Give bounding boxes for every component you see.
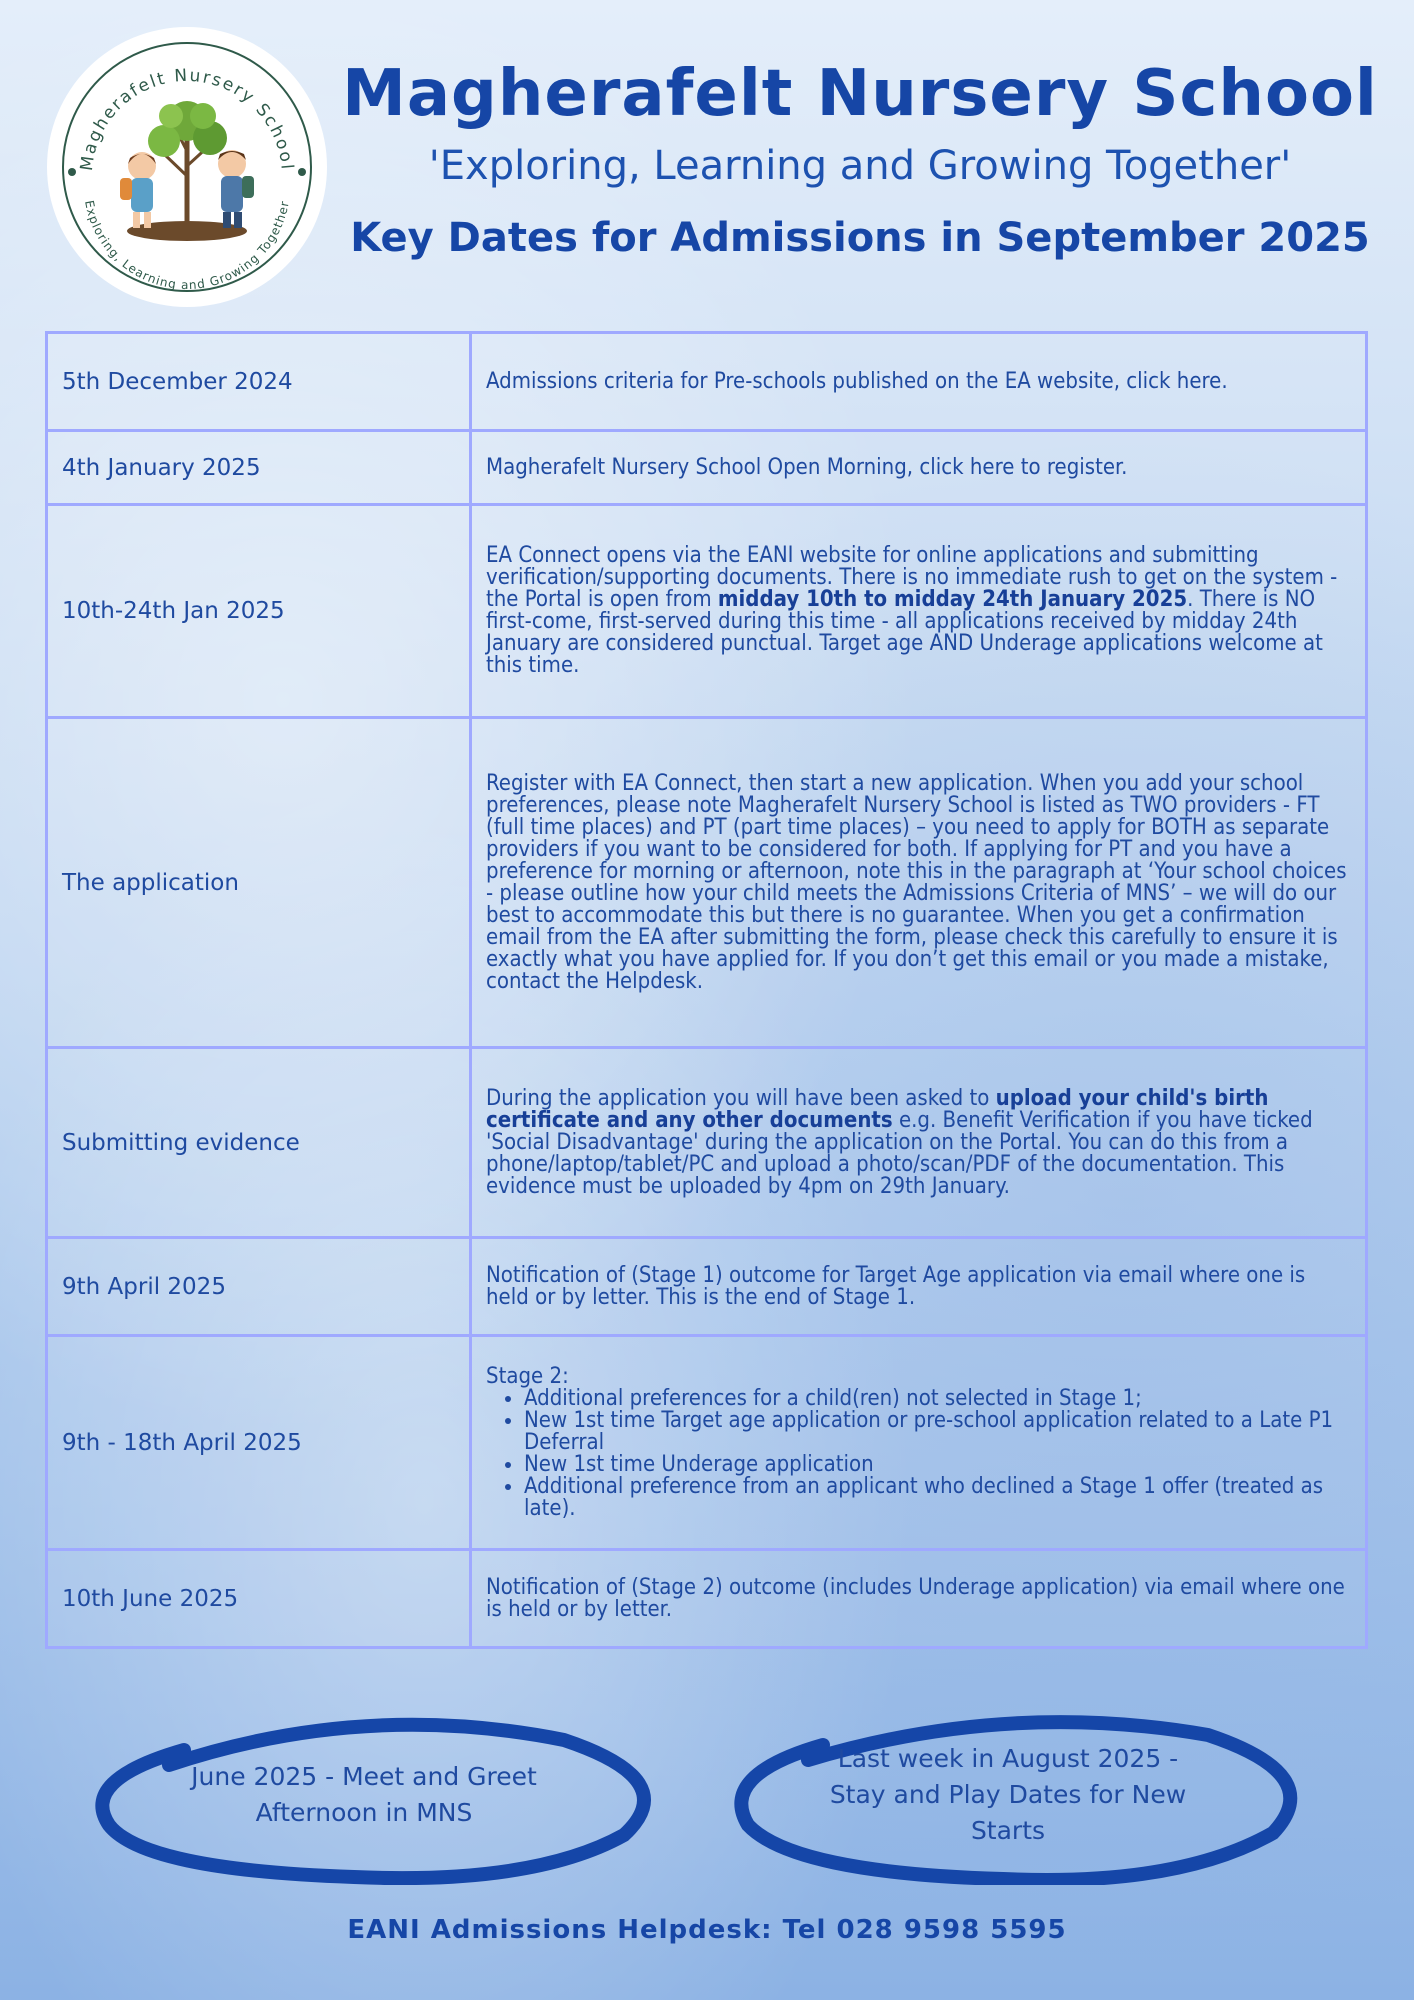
helpdesk-contact: EANI Admissions Helpdesk: Tel 028 9598 5595: [347, 1915, 1067, 1945]
list-item: • Additional preference from an applicant who declined a Stage 1 offer (treated as late).: [524, 1476, 1351, 1520]
event-label: June 2025 - Meet and Greet Afternoon in MNS: [191, 1762, 537, 1827]
date-cell: The application: [47, 718, 471, 1048]
date-cell: 5th December 2024: [47, 333, 471, 431]
stage-2-list: [486, 1385, 1351, 1521]
description-cell: [471, 1048, 1367, 1238]
table-row: [47, 1238, 1367, 1336]
school-motto: 'Exploring, Learning and Growing Together': [428, 143, 1292, 189]
description-cell: [471, 505, 1367, 718]
description-cell: Notification of (Stage 1) outcome for Target Age application via email where one is held or by letter. This is the end of Stage 1.: [471, 1238, 1367, 1336]
list-item: • New 1st time Target age application or pre-school application related to a Late P1 Deferral: [524, 1410, 1351, 1454]
stage-intro: Stage 2:: [486, 1363, 569, 1389]
page-header: [340, 50, 1380, 268]
description-cell[interactable]: Magherafelt Nursery School Open Morning, click here to register.: [471, 431, 1367, 505]
description-cell: Notification of (Stage 2) outcome (includes Underage application) via email where one is held or by letter.: [471, 1550, 1367, 1648]
school-title: Magherafelt Nursery School: [342, 57, 1378, 131]
table-row: [47, 333, 1367, 431]
table-row: [47, 505, 1367, 718]
table-row: [47, 431, 1367, 505]
logo-ring-text: Magherafelt Nursery School: [76, 65, 297, 173]
description-emphasis: upload your child's birth certificate and any other documents: [486, 1085, 1269, 1133]
description-cell[interactable]: Admissions criteria for Pre-schools published on the EA website, click here.: [471, 333, 1367, 431]
description-text: e.g. Benefit Verification if you have ticked 'Social Disadvantage' during the application on the Portal. You can do this from a phone/laptop/tablet/PC and upload a photo/scan/PDF of the documentation. This evidence must be uploaded by 4pm on 29th January.: [486, 1107, 1313, 1199]
description-cell: Register with EA Connect, then start a new application. When you add your school preferences, please note Magherafelt Nursery School is listed as TWO providers - FT (full time places) and PT (part time places) – you need to apply for BOTH as separate providers if you want to be considered for both. If applying for PT and you have a preference for morning or afternoon, note this in the paragraph at ‘Your school choices - please outline how your child meets the Admissions Criteria of MNS’ – we will do our best to accommodate this but there is no guarantee. When you get a confirmation email from the EA after submitting the form, please check this carefully to ensure it is exactly what you have applied for. If you don’t get this email or you made a mistake, contact the Helpdesk.: [471, 718, 1367, 1048]
key-dates-table: [45, 331, 1368, 1649]
date-cell: 10th-24th Jan 2025: [47, 505, 471, 718]
list-item: • New 1st time Underage application: [524, 1454, 1351, 1476]
date-cell: 4th January 2025: [47, 431, 471, 505]
date-cell: 9th - 18th April 2025: [47, 1336, 471, 1550]
table-row: [47, 1550, 1367, 1648]
stay-play-oval: [708, 1705, 1308, 1885]
list-item: • Additional preferences for a child(ren) not selected in Stage 1;: [524, 1388, 1351, 1410]
meet-greet-oval: [64, 1705, 664, 1885]
description-emphasis: midday 10th to midday 24th January 2025: [717, 587, 1188, 612]
page-subtitle: Key Dates for Admissions in September 2025: [350, 215, 1370, 261]
date-cell: 9th April 2025: [47, 1238, 471, 1336]
school-logo: [46, 26, 328, 308]
description-text: . There is NO first-come, first-served during this time - all applications received by midday 24th January are considered punctual. Target age AND Underage applications welcome at this time.: [486, 587, 1323, 678]
date-cell: 10th June 2025: [47, 1550, 471, 1648]
table-row: [47, 718, 1367, 1048]
table-row: [47, 1336, 1367, 1550]
description-cell: [471, 1336, 1367, 1550]
description-text: EA Connect opens via the EANI website for online applications and submitting verification/supporting documents. There is no immediate rush to get on the system - the Portal is open from: [486, 543, 1338, 612]
description-text: During the application you will have been asked to: [486, 1085, 996, 1111]
table-row: [47, 1048, 1367, 1238]
event-label: Last week in August 2025 - Stay and Play Dates for New Starts: [829, 1744, 1187, 1845]
date-cell: Submitting evidence: [47, 1048, 471, 1238]
logo-motto-text: Exploring, Learning and Growing Together: [82, 199, 292, 293]
